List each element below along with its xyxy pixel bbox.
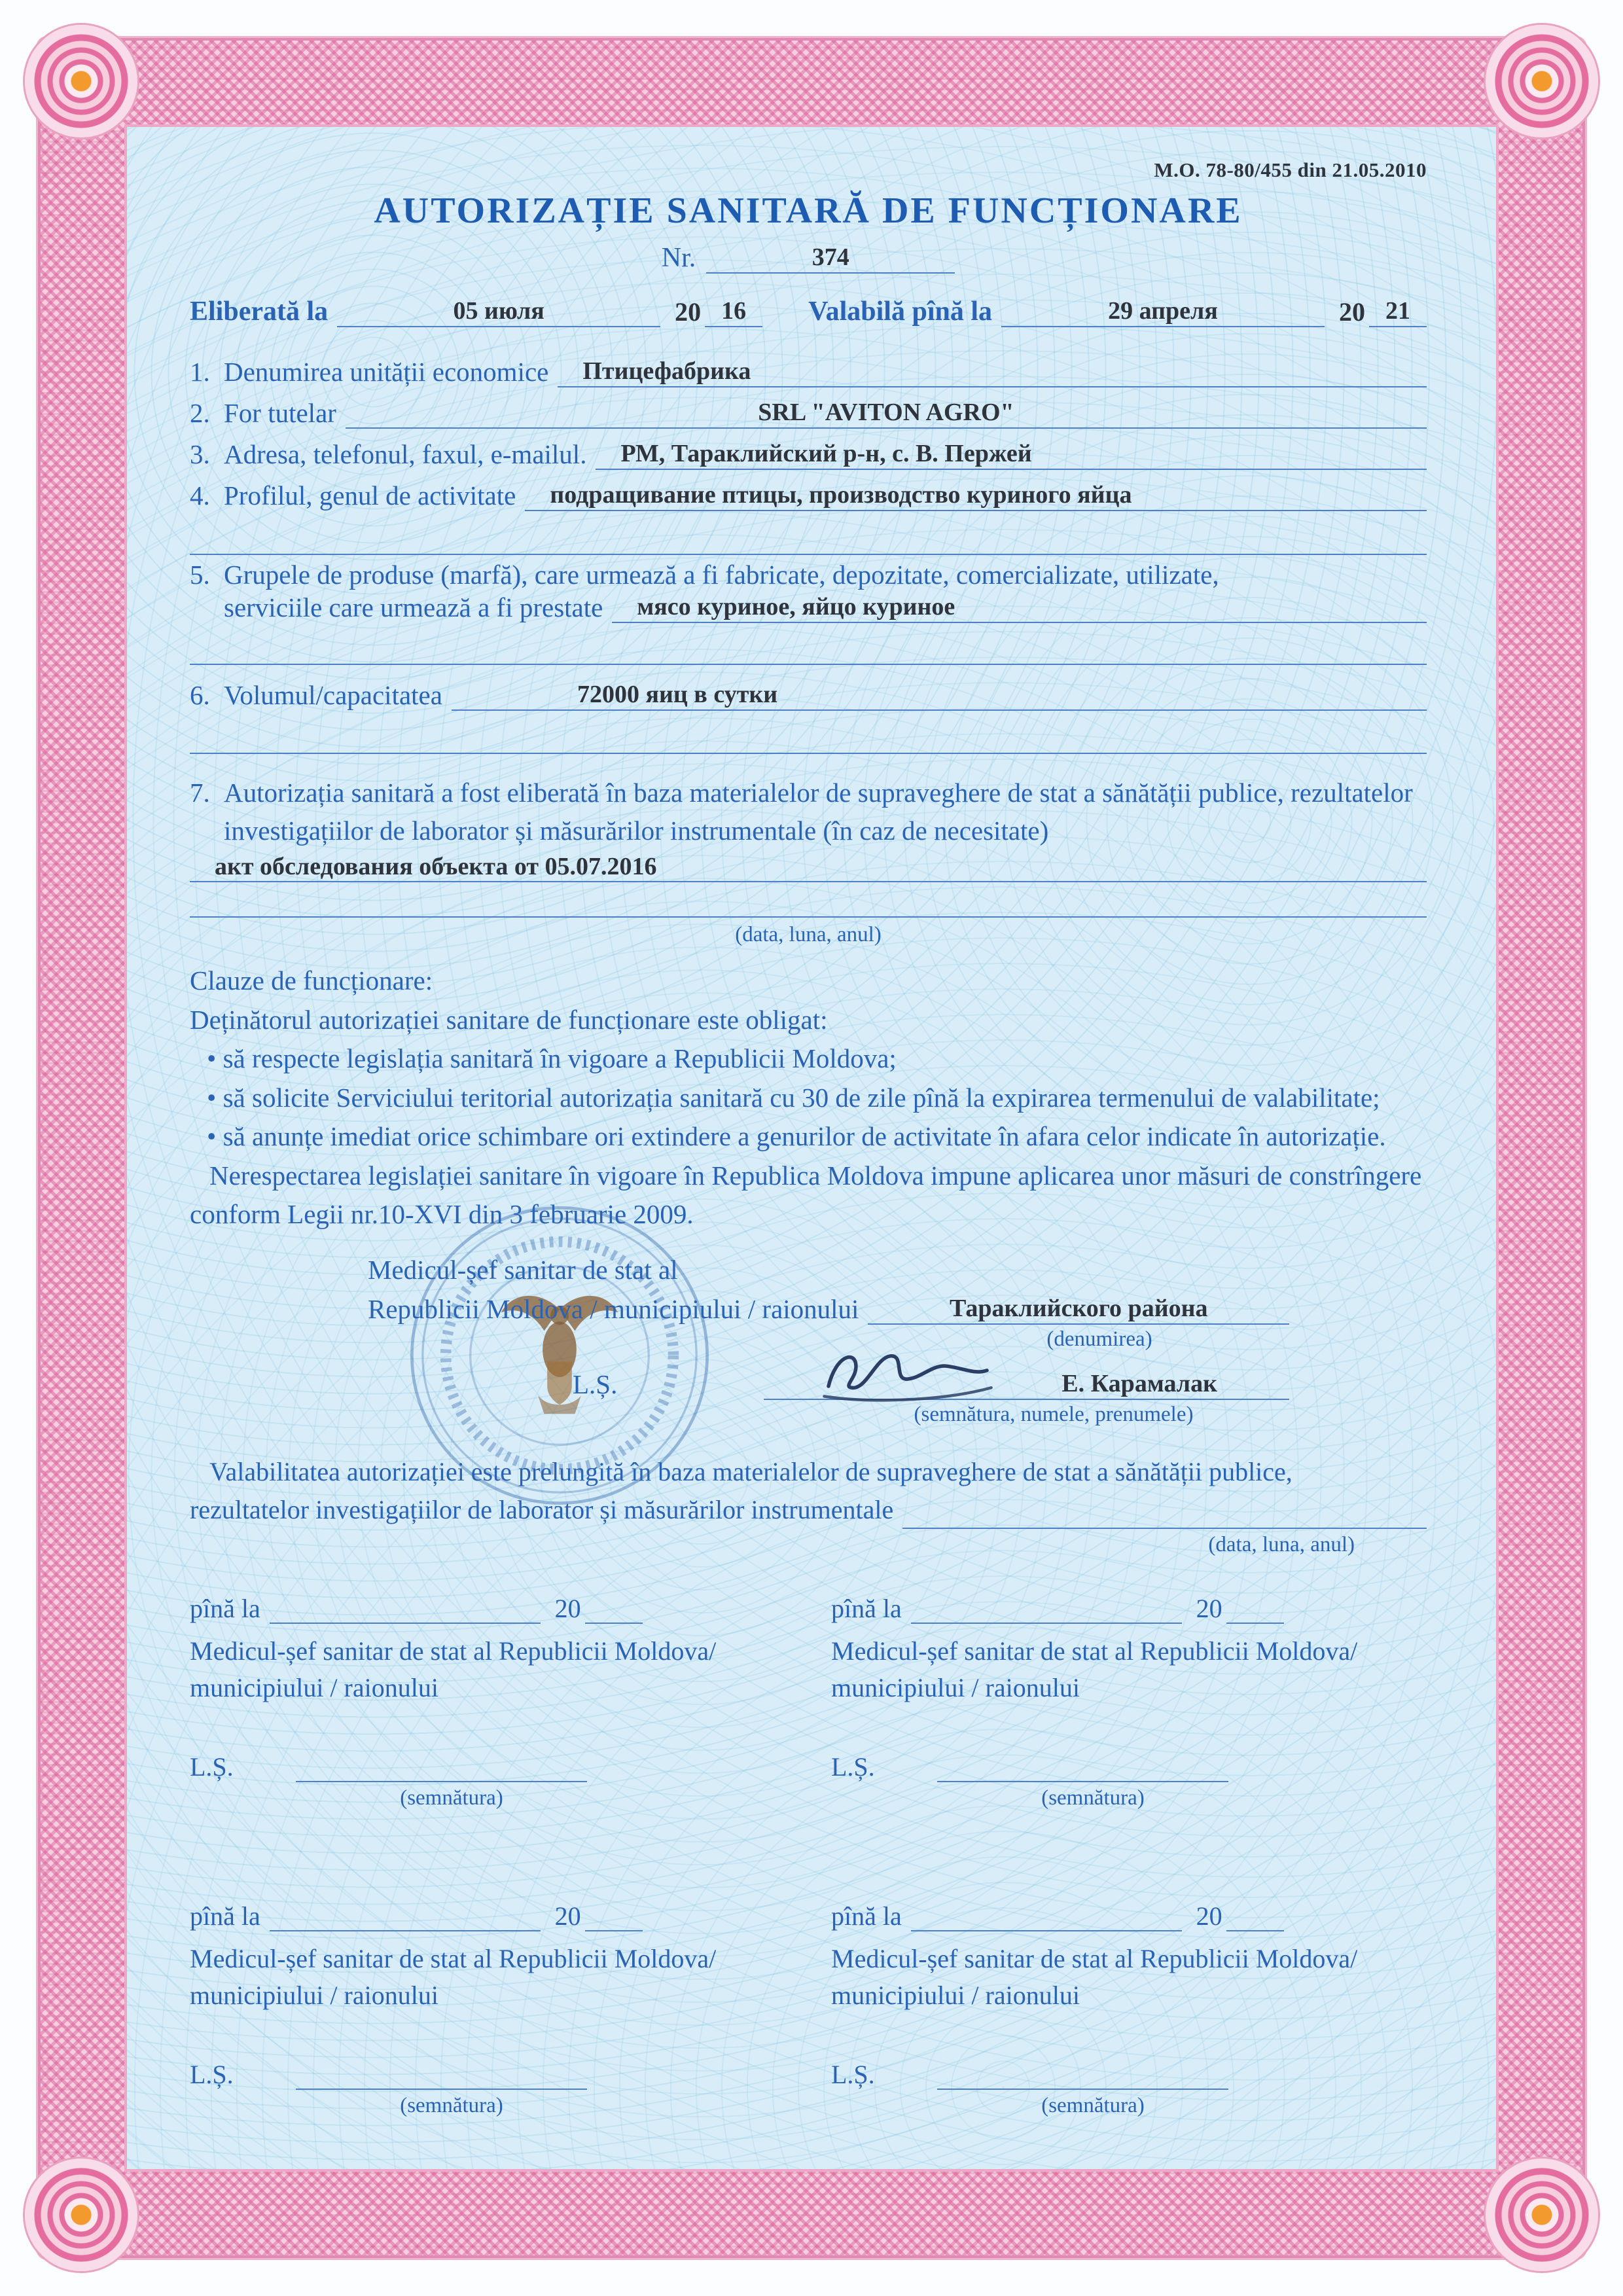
field-number: 6. <box>190 680 210 710</box>
ls-signature-line <box>573 1363 1289 1400</box>
prolongation-text: Valabilitatea autorizației este prelungită în baza materialelor de supraveghere de stat a sănătății publice, <box>209 1456 1293 1486</box>
prolongation-underline <box>902 1496 1427 1529</box>
clauses-section <box>190 961 1427 1234</box>
field-underline <box>190 850 1427 882</box>
corner-rosette-icon <box>1486 25 1598 137</box>
prolongation-block <box>190 1591 785 1810</box>
prolongation-blocks <box>190 1591 1427 2118</box>
role-line1: Medicul-șef sanitar de stat al Republicii Moldova/ <box>831 1943 1358 1973</box>
pina-la-label: pînă la <box>831 1593 902 1623</box>
field-value: Птицефабрика <box>582 357 751 386</box>
field-underline <box>612 590 1427 623</box>
corner-rosette-icon <box>1486 2159 1598 2271</box>
role-text <box>190 1633 785 1706</box>
issued-century: 20 <box>675 297 702 327</box>
role-line1: Medicul-șef sanitar de stat al Republicii Moldova/ <box>831 1636 1358 1666</box>
pina-la-label: pînă la <box>831 1901 902 1931</box>
prolongation-block <box>831 1591 1427 1810</box>
field-row-3 <box>190 437 1427 470</box>
field-number: 1. <box>190 357 210 387</box>
signature-caption: (semnătura, numele, prenumele) <box>914 1402 1194 1426</box>
issued-year-value: 16 <box>721 297 747 325</box>
field-5-value-line <box>224 590 1427 623</box>
number-line <box>190 241 1427 274</box>
signature-caption: (semnătura) <box>400 2093 503 2117</box>
field-number: 2. <box>190 398 210 428</box>
prolongation-label: rezultatelor investigațiilor de laborator și măsurărilor instrumentale <box>190 1494 894 1524</box>
field-5-text <box>190 559 1427 590</box>
year-underline <box>1226 1591 1284 1624</box>
ls-line <box>190 2056 785 2090</box>
pina-la-label: pînă la <box>190 1593 260 1623</box>
pina-la-line <box>190 1899 643 1931</box>
field-label: Adresa, telefonul, faxul, e-mailul. <box>224 439 587 469</box>
field-value: SRL "AVITON AGRO" <box>758 399 1014 427</box>
pina-la-line <box>831 1591 1284 1624</box>
field-row-1 <box>190 355 1427 387</box>
signer-name: Е. Карамалак <box>1061 1369 1217 1397</box>
field-7 <box>190 774 1427 947</box>
date-underline <box>911 1591 1182 1624</box>
field-underline <box>525 478 1427 511</box>
role-line2: municipiului / raionului <box>190 1672 438 1702</box>
role-line2: municipiului / raionului <box>831 1672 1080 1702</box>
numbered-fields <box>190 355 1427 511</box>
century-label: 20 <box>1196 1593 1222 1623</box>
dates-line <box>190 292 1427 327</box>
signature-underline <box>937 1748 1228 1782</box>
field-number: 3. <box>190 439 210 469</box>
signature-underline <box>764 1363 1289 1400</box>
issued-year-underline <box>705 295 762 327</box>
role-line2: municipiului / raionului <box>831 1980 1080 2010</box>
valid-century: 20 <box>1339 297 1365 327</box>
role-text <box>190 1941 785 2014</box>
clause-bullet: • să solicite Serviciului teritorial autorizația sanitară cu 30 de zile pînă la expirarea termenului de valabilitate; <box>207 1082 1380 1113</box>
corner-rosette-icon <box>25 2159 137 2271</box>
field-number: 7. <box>190 778 210 808</box>
clause-bullet: • să anunțe imediat orice schimbare ori extindere a genurilor de activitate în afara celor indicate în autorizație. <box>207 1121 1386 1152</box>
pina-la-line <box>831 1899 1284 1931</box>
valid-label: Valabilă pînă la <box>808 296 993 327</box>
field-label: Profilul, genul de activitate <box>224 480 516 511</box>
issued-date-underline <box>337 292 660 327</box>
valid-date-underline <box>1001 292 1325 327</box>
field-number: 4. <box>190 480 210 511</box>
date-underline <box>911 1899 1182 1931</box>
issued-label: Eliberată la <box>190 296 329 327</box>
year-underline <box>585 1591 643 1624</box>
valid-date-value: 29 апреля <box>1108 297 1218 325</box>
district-value: Тараклийского района <box>949 1294 1208 1322</box>
empty-rule-line <box>190 630 1427 665</box>
district-caption: (denumirea) <box>1046 1327 1152 1351</box>
date-caption: (data, luna, anul) <box>1208 1532 1355 1556</box>
mo-reference: M.O. 78-80/455 din 21.05.2010 <box>1154 158 1427 181</box>
signature-underline <box>296 1748 587 1782</box>
pina-la-label: pînă la <box>190 1901 260 1931</box>
district-underline <box>868 1292 1289 1325</box>
ls-label: L.Ș. <box>831 2059 875 2089</box>
corner-rosette-icon <box>25 25 137 137</box>
prolongation-section <box>190 1453 1427 2118</box>
ls-label: L.Ș. <box>190 2059 234 2089</box>
field-underline <box>558 355 1427 387</box>
ls-label: L.Ș. <box>831 1751 875 1782</box>
empty-rule-line <box>190 719 1427 754</box>
certificate-content <box>190 158 1427 2172</box>
signature-section <box>190 1254 1427 1427</box>
role-line1: Medicul-șef sanitar de stat al Republicii Moldova/ <box>190 1636 717 1666</box>
ls-label: L.Ș. <box>573 1369 618 1399</box>
nr-underline <box>706 241 955 274</box>
field-5 <box>190 559 1427 623</box>
empty-rule-line <box>190 882 1427 918</box>
ls-line <box>831 1748 1427 1782</box>
field-row-4 <box>190 478 1427 511</box>
field-value: мясо куриное, яйцо куриное <box>637 593 955 621</box>
nr-label: Nr. <box>661 243 696 273</box>
date-caption: (data, luna, anul) <box>735 923 882 947</box>
clauses-heading: Clauze de funcționare: <box>190 965 433 996</box>
ls-line <box>831 2056 1427 2090</box>
field-underline <box>596 437 1427 470</box>
signature-caption: (semnătura) <box>400 1785 503 1810</box>
nr-value: 374 <box>812 243 849 272</box>
field-value: 72000 яиц в сутки <box>577 681 778 709</box>
field-7-value-line <box>190 850 1427 882</box>
field-6 <box>190 678 1427 711</box>
role-line1: Medicul-șef sanitar de stat al Republicii Moldova/ <box>190 1943 717 1973</box>
valid-year-value: 21 <box>1385 297 1410 325</box>
handwritten-signature <box>810 1336 1006 1408</box>
signature-underline <box>937 2056 1228 2090</box>
signature-caption: (semnătura) <box>1041 2093 1145 2117</box>
ls-line <box>190 1748 785 1782</box>
field-value: акт обследования объекта от 05.07.2016 <box>215 852 657 880</box>
century-label: 20 <box>1196 1901 1222 1931</box>
field-value: РМ, Тараклийский р-н, с. В. Пержей <box>620 440 1032 468</box>
century-label: 20 <box>554 1593 581 1623</box>
document-title: AUTORIZAȚIE SANITARĂ DE FUNCȚIONARE <box>374 190 1243 231</box>
date-underline <box>270 1899 541 1931</box>
field-value: подращивание птицы, производство куриного яйца <box>550 481 1132 509</box>
prolongation-text-line2 <box>190 1491 1427 1529</box>
clauses-note: Nerespectarea legislației sanitare în vigoare în Republica Moldova impune aplicarea unor măsuri de constrîngere conform Legii nr.10-XVI din 3 februarie 2009. <box>190 1160 1422 1230</box>
field-label: Volumul/capacitatea <box>224 680 442 710</box>
valid-year-underline <box>1369 295 1427 327</box>
year-underline <box>585 1899 643 1931</box>
pina-la-line <box>190 1591 643 1624</box>
role-text <box>831 1941 1427 2014</box>
signature-underline <box>296 2056 587 2090</box>
field-label: Denumirea unității economice <box>224 357 549 387</box>
year-underline <box>1226 1899 1284 1931</box>
clauses-intro: Deținătorul autorizației sanitare de funcționare este obligat: <box>190 1004 828 1035</box>
field-underline <box>346 396 1427 429</box>
empty-rule-line <box>190 520 1427 555</box>
field-underline <box>452 678 1427 711</box>
role-text <box>831 1633 1427 1706</box>
ls-label: L.Ș. <box>190 1751 234 1782</box>
field-label: Grupele de produse (marfă), care urmează a fi fabricate, depozitate, comercializate, utilizate, <box>224 560 1219 590</box>
role-line2: municipiului / raionului <box>190 1980 438 2010</box>
chief-doctor-line1: Medicul-șef sanitar de stat al <box>368 1254 678 1285</box>
date-underline <box>270 1591 541 1624</box>
clause-bullet: • să respecte legislația sanitară în vigoare a Republicii Moldova; <box>207 1043 897 1074</box>
prolongation-block <box>831 1899 1427 2118</box>
prolongation-block <box>190 1899 785 2118</box>
field-label: serviciile care urmează a fi prestate <box>224 592 603 622</box>
field-row-2 <box>190 396 1427 429</box>
issued-date-value: 05 июля <box>453 297 544 325</box>
century-label: 20 <box>554 1901 581 1931</box>
field-number: 5. <box>190 560 210 590</box>
field-label: For tutelar <box>224 398 336 428</box>
district-label: Republicii Moldova / municipiului / raionului <box>368 1293 859 1324</box>
field-7-text <box>190 774 1427 850</box>
field-label: Autorizația sanitară a fost eliberată în baza materialelor de supraveghere de stat a sănătății publice, rezultatelor investigațiilor de laborator și măsurărilor instrumentale (în caz de necesitate) <box>224 778 1413 846</box>
district-line <box>368 1292 1289 1325</box>
signature-caption: (semnătura) <box>1041 1785 1145 1810</box>
